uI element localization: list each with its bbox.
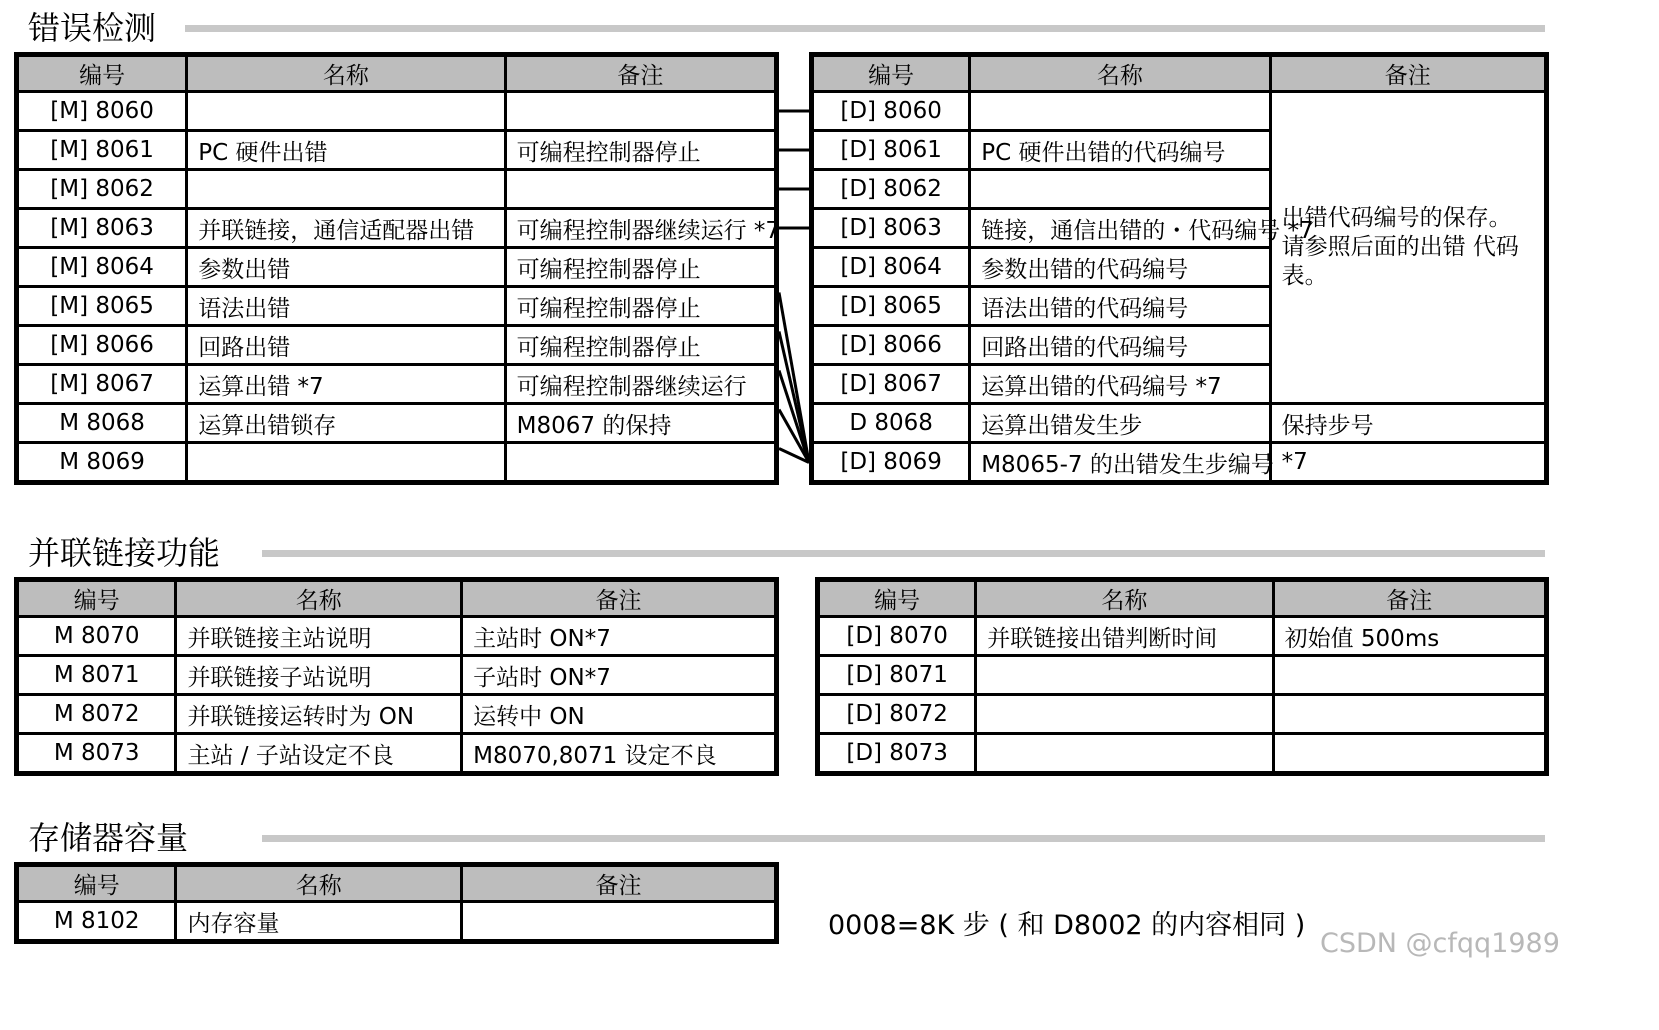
cell-note: 初始值 500ms <box>1273 617 1546 656</box>
memory-table <box>14 862 779 944</box>
cell-name: 回路出错的代码编号 <box>970 326 1270 365</box>
cell-num: M 8072 <box>17 695 176 734</box>
table-row <box>17 617 777 656</box>
cell-note: M8070,8071 设定不良 <box>462 734 777 774</box>
cell-num: [D] 8062 <box>812 170 970 209</box>
col-header-note: 备注 <box>1273 580 1546 617</box>
cell-note: 可编程控制器停止 <box>505 131 776 170</box>
col-header-name: 名称 <box>176 865 462 902</box>
cell-num: [M] 8064 <box>17 248 187 287</box>
cell-name: 并联链接，通信适配器出错 <box>187 209 505 248</box>
cell-name: 运算出错 *7 <box>187 365 505 404</box>
cell-name: 并联链接子站说明 <box>176 656 462 695</box>
cell-num: [M] 8062 <box>17 170 187 209</box>
col-header-name: 名称 <box>976 580 1273 617</box>
cell-name: 链接，通信出错的・代码编号 *7 <box>970 209 1270 248</box>
cell-note: *7 <box>1270 443 1546 483</box>
cell-note: 保持步号 <box>1270 404 1546 443</box>
cell-note: 可编程控制器停止 <box>505 326 776 365</box>
table-row <box>17 734 777 774</box>
cell-num: [D] 8067 <box>812 365 970 404</box>
link-right-table <box>815 577 1549 776</box>
col-header-num: 编号 <box>17 865 176 902</box>
cell-note <box>1273 656 1546 695</box>
cell-num: [D] 8065 <box>812 287 970 326</box>
cell-note: 主站时 ON*7 <box>462 617 777 656</box>
cell-num: [D] 8071 <box>818 656 976 695</box>
cell-num: [M] 8066 <box>17 326 187 365</box>
cell-num: [D] 8064 <box>812 248 970 287</box>
cell-name <box>976 695 1273 734</box>
cell-note: 可编程控制器继续运行 *7 <box>505 209 776 248</box>
cell-note <box>1273 695 1546 734</box>
cell-name: M8065-7 的出错发生步编号 <box>970 443 1270 483</box>
cell-num: M 8070 <box>17 617 176 656</box>
section-title-parallel-link: 并联链接功能 <box>28 534 221 572</box>
table-row <box>818 734 1547 774</box>
cell-note: 可编程控制器停止 <box>505 287 776 326</box>
col-header-num: 编号 <box>17 580 176 617</box>
col-header-note: 备注 <box>1270 55 1546 92</box>
cell-name: 并联链接运转时为 ON <box>176 695 462 734</box>
table-row <box>818 617 1547 656</box>
cell-note <box>1273 734 1546 774</box>
cell-num: [M] 8061 <box>17 131 187 170</box>
cell-name <box>976 656 1273 695</box>
cell-num: [M] 8067 <box>17 365 187 404</box>
cell-name: PC 硬件出错的代码编号 <box>970 131 1270 170</box>
table-row <box>818 656 1547 695</box>
cell-num: M 8069 <box>17 443 187 483</box>
cell-num: [D] 8070 <box>818 617 976 656</box>
cell-name: 回路出错 <box>187 326 505 365</box>
cell-name: PC 硬件出错 <box>187 131 505 170</box>
section-rule <box>262 550 1545 557</box>
col-header-note: 备注 <box>505 55 776 92</box>
cell-note: M8067 的保持 <box>505 404 776 443</box>
cell-name: 运算出错发生步 <box>970 404 1270 443</box>
connector-line <box>779 332 809 463</box>
link-left-table <box>14 577 779 776</box>
col-header-num: 编号 <box>17 55 187 92</box>
cell-name: 运算出错锁存 <box>187 404 505 443</box>
cell-num: D 8068 <box>812 404 970 443</box>
section-rule <box>262 835 1545 842</box>
cell-num: M 8102 <box>17 902 176 942</box>
cell-note: 子站时 ON*7 <box>462 656 777 695</box>
cell-name: 主站 / 子站设定不良 <box>176 734 462 774</box>
col-header-name: 名称 <box>176 580 462 617</box>
col-header-note: 备注 <box>462 580 777 617</box>
cell-num: M 8068 <box>17 404 187 443</box>
cell-name: 并联链接出错判断时间 <box>976 617 1273 656</box>
cell-name: 运算出错的代码编号 *7 <box>970 365 1270 404</box>
cell-name: 语法出错 <box>187 287 505 326</box>
cell-name: 内存容量 <box>176 902 462 942</box>
cell-num: [D] 8072 <box>818 695 976 734</box>
table-row <box>17 695 777 734</box>
col-header-num: 编号 <box>812 55 970 92</box>
memory-description: 0008=8K 步 ( 和 D8002 的内容相同 ) <box>828 910 1306 941</box>
cell-num: [D] 8063 <box>812 209 970 248</box>
cell-name: 参数出错的代码编号 <box>970 248 1270 287</box>
col-header-name: 名称 <box>970 55 1270 92</box>
watermark: CSDN @cfqq1989 <box>1320 928 1560 959</box>
cell-num: [D] 8061 <box>812 131 970 170</box>
cell-name: 参数出错 <box>187 248 505 287</box>
cell-num: [M] 8065 <box>17 287 187 326</box>
col-header-num: 编号 <box>818 580 976 617</box>
cell-name: 并联链接主站说明 <box>176 617 462 656</box>
cell-note-merged: 出错代码编号的保存。请参照后面的出错 代码表。 <box>1270 92 1546 404</box>
cell-note <box>462 902 777 942</box>
section-title-error-detect: 错误检测 <box>28 9 157 47</box>
cell-num: [D] 8069 <box>812 443 970 483</box>
col-header-note: 备注 <box>462 865 777 902</box>
cell-name <box>976 734 1273 774</box>
cell-num: M 8073 <box>17 734 176 774</box>
table-row <box>17 902 777 942</box>
cell-num: [M] 8063 <box>17 209 187 248</box>
cell-note: 运转中 ON <box>462 695 777 734</box>
cell-num: [D] 8060 <box>812 92 970 131</box>
cell-num: [D] 8066 <box>812 326 970 365</box>
col-header-name: 名称 <box>187 55 505 92</box>
cell-note: 可编程控制器停止 <box>505 248 776 287</box>
table-row <box>818 695 1547 734</box>
cell-num: M 8071 <box>17 656 176 695</box>
section-title-memory: 存储器容量 <box>28 819 189 857</box>
cell-num: [D] 8073 <box>818 734 976 774</box>
table-row <box>17 656 777 695</box>
cell-num: [M] 8060 <box>17 92 187 131</box>
cell-note: 可编程控制器继续运行 <box>505 365 776 404</box>
cell-name: 语法出错的代码编号 <box>970 287 1270 326</box>
